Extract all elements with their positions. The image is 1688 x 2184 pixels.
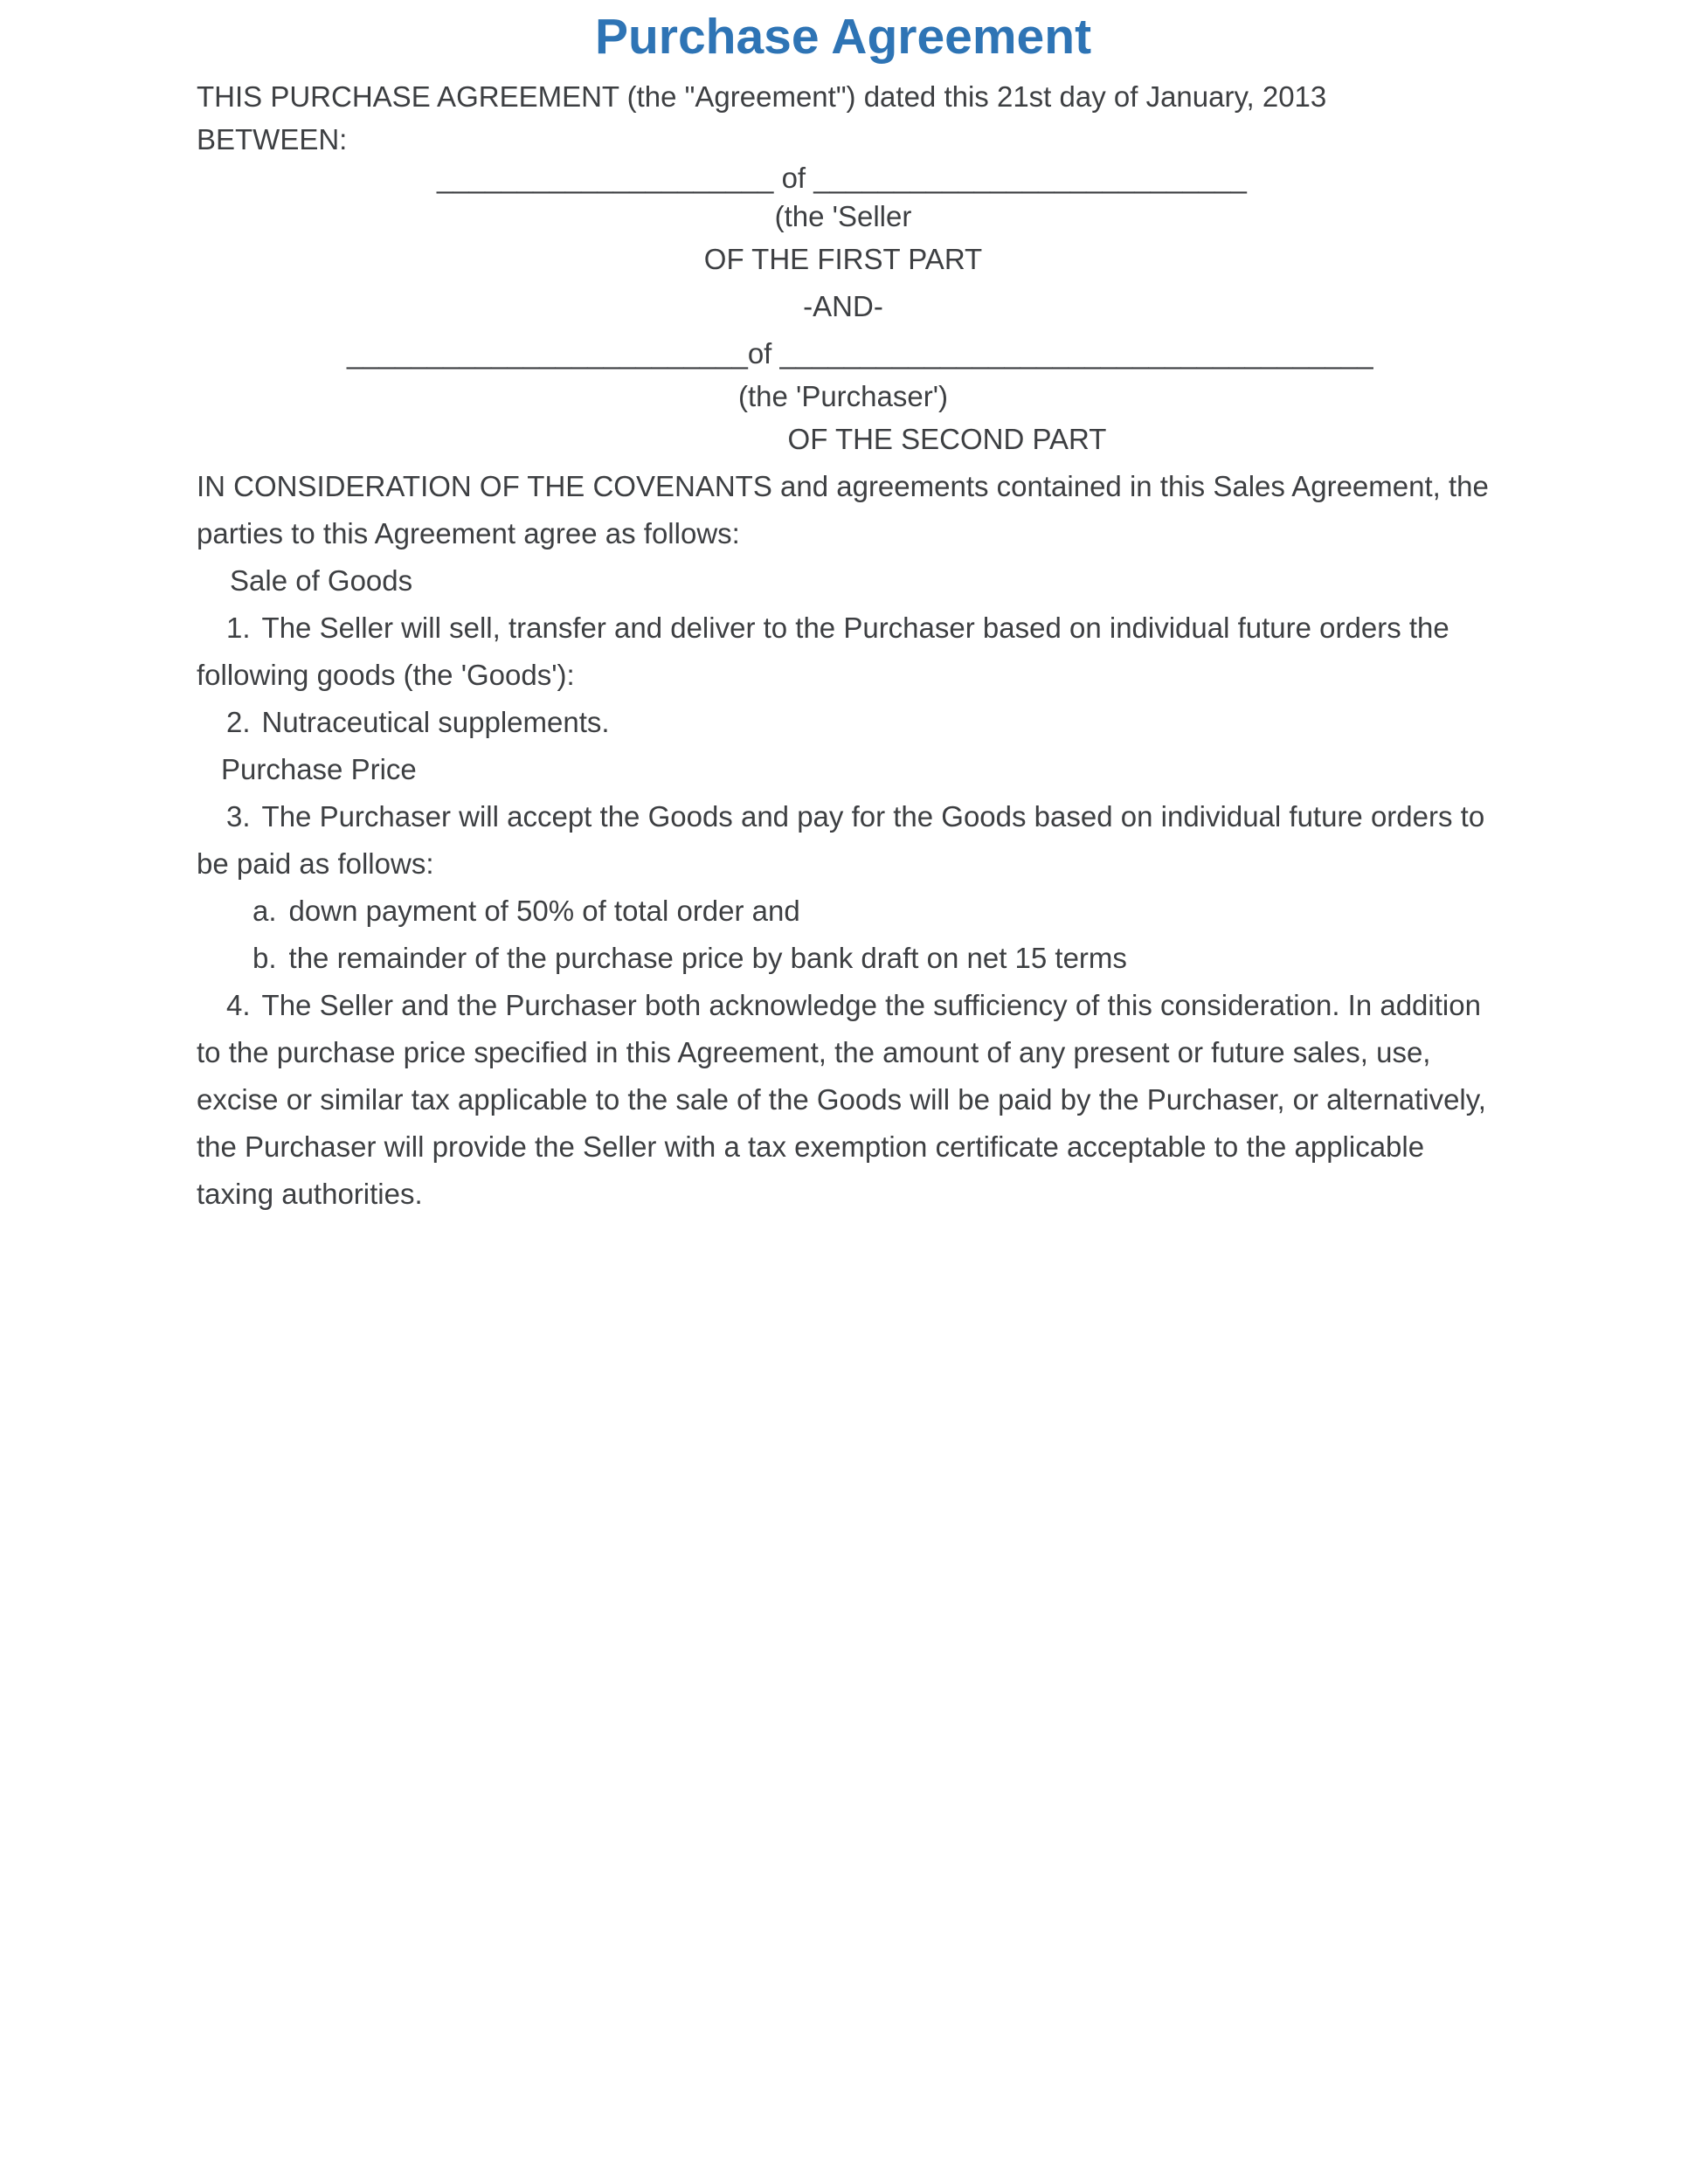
clause-3b-letter: b. <box>253 942 277 974</box>
and-separator: -AND- <box>803 290 883 322</box>
clause-4-text: The Seller and the Purchaser both acknowledge the sufficiency of this consideration. In addition to the purchase price specified in this Agreement, the amount of any present or future sales, use, excise or similar tax applicable to the sale of the Goods will be paid by the Purchaser, or alternatively, the Purchaser will provide the Seller with a tax exemption certificate acceptable to the applicable taxing authorities. <box>197 989 1486 1210</box>
clause-4 <box>197 982 1490 1218</box>
clause-3-number: 3. <box>226 800 251 833</box>
seller-name-blank-line: _____________________ of ___________________________ <box>437 162 1247 194</box>
clause-3a <box>197 888 1490 935</box>
purchase-price-heading: Purchase Price <box>221 753 417 785</box>
between-label: BETWEEN: <box>197 123 348 156</box>
clause-2-text: Nutraceutical supplements. <box>261 706 610 738</box>
clause-1-number: 1. <box>226 612 251 644</box>
purchaser-caption: (the 'Purchaser') <box>737 380 949 412</box>
seller-caption: (the 'Seller <box>774 200 912 232</box>
clause-3-text: The Purchaser will accept the Goods and pay for the Goods based on individual future orders to be paid as follows: <box>197 800 1485 880</box>
clause-3b-text: the remainder of the purchase price by bank draft on net 15 terms <box>288 942 1127 974</box>
consideration-clause: IN CONSIDERATION OF THE COVENANTS and agreements contained in this Sales Agreement, the parties to this Agreement agree as follows: <box>197 470 1489 549</box>
clause-1-text: The Seller will sell, transfer and deliver to the Purchaser based on individual future orders the following goods (the 'Goods'): <box>197 612 1449 691</box>
clause-2-number: 2. <box>226 706 251 738</box>
clause-1 <box>197 605 1490 699</box>
clause-3a-letter: a. <box>253 895 277 927</box>
clause-2 <box>197 699 1490 746</box>
clause-4-number: 4. <box>226 989 251 1021</box>
second-part-label: OF THE SECOND PART <box>787 423 1107 455</box>
clause-3b <box>197 935 1490 982</box>
clause-3 <box>197 793 1490 888</box>
agreement-date-line: THIS PURCHASE AGREEMENT (the "Agreement") dated this 21st day of January, 2013 <box>197 80 1327 113</box>
clause-3a-text: down payment of 50% of total order and <box>288 895 800 927</box>
sale-of-goods-heading: Sale of Goods <box>230 564 413 597</box>
purchaser-name-blank-line: _________________________of _____________________________________ <box>347 337 1373 370</box>
first-part-label: OF THE FIRST PART <box>703 243 983 275</box>
document-title: Purchase Agreement <box>594 9 1092 65</box>
